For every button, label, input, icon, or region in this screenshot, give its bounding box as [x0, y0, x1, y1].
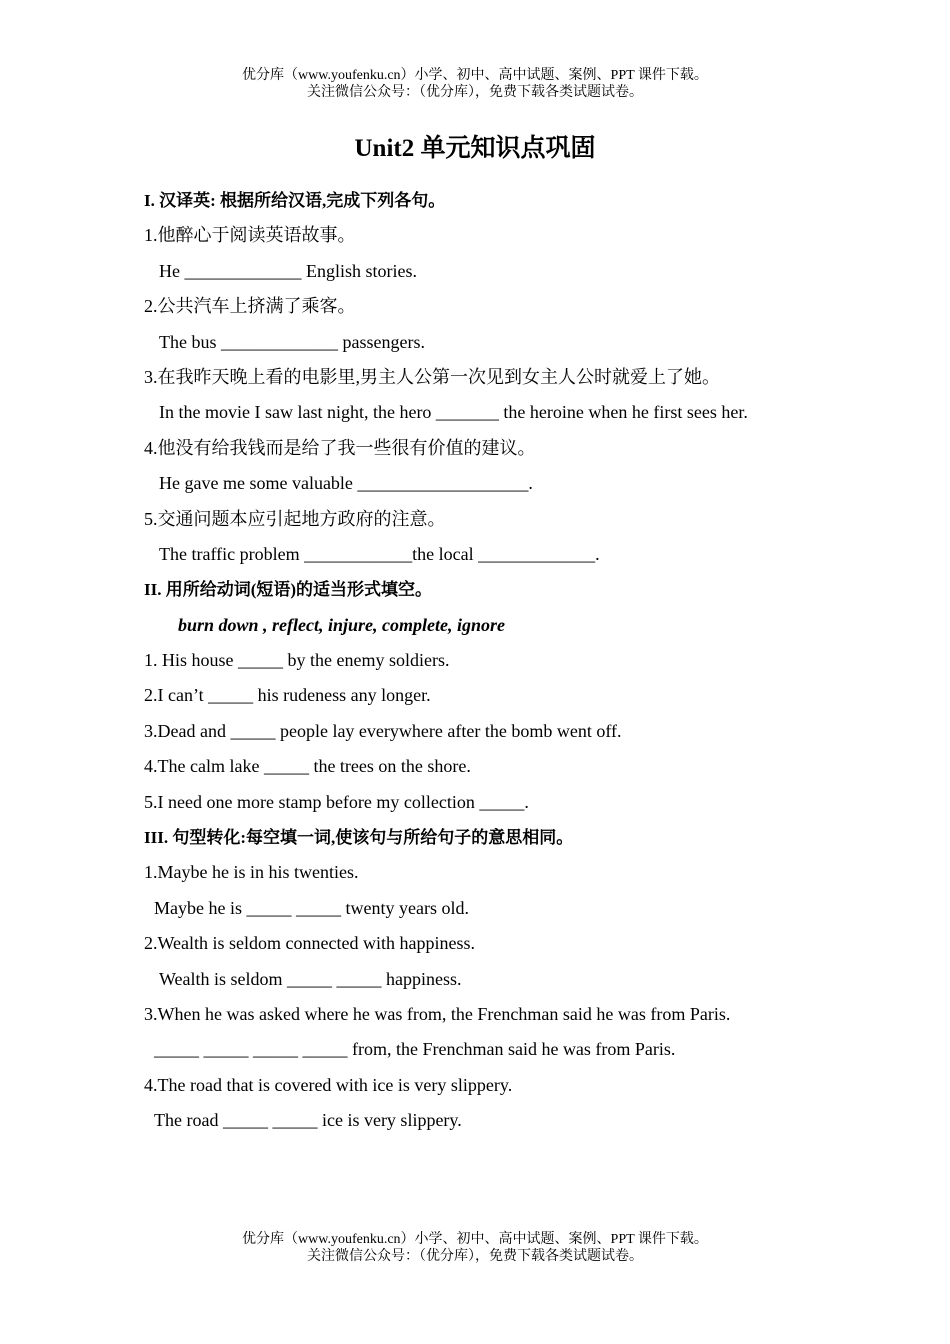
section-1-heading: I. 汉译英: 根据所给汉语,完成下列各句。 [144, 191, 446, 210]
section-2-item-1: 1. His house _____ by the enemy soldiers. [144, 650, 450, 671]
section-1-item-3-chinese: 3.在我昨天晚上看的电影里,男主人公第一次见到女主人公时就爱上了她。 [144, 366, 720, 387]
section-3-heading: III. 句型转化:每空填一词,使该句与所给句子的意思相同。 [144, 828, 574, 848]
section-1-item-1-chinese: 1.他醉心于阅读英语故事。 [144, 225, 356, 246]
header-line-1: 优分库（www.youfenku.cn）小学、初中、高中试题、案例、PPT 课件下载。 [242, 68, 708, 83]
section-3-item-4-answer: The road _____ _____ ice is very slippery. [154, 1110, 462, 1131]
section-1-item-4-english: He gave me some valuable ___________________. [159, 473, 533, 494]
section-2-item-5: 5.I need one more stamp before my collection _____. [144, 791, 529, 812]
section-1-item-5-chinese: 5.交通问题本应引起地方政府的注意。 [144, 508, 446, 529]
section-3-item-1-answer: Maybe he is _____ _____ twenty years old. [154, 897, 469, 918]
section-1-item-2-chinese: 2.公共汽车上挤满了乘客。 [144, 296, 356, 317]
section-1-item-1-english: He _____________ English stories. [159, 260, 417, 281]
section-2-item-3: 3.Dead and _____ people lay everywhere after the bomb went off. [144, 720, 622, 741]
page-title: Unit2 单元知识点巩固 [354, 135, 596, 162]
section-3-item-2-answer: Wealth is seldom _____ _____ happiness. [159, 968, 462, 989]
footer-line-2: 关注微信公众号：（优分库），免费下载各类试题试卷。 [307, 1249, 643, 1264]
section-3-item-4-question: 4.The road that is covered with ice is very slippery. [144, 1074, 513, 1095]
section-2-item-2: 2.I can’t _____ his rudeness any longer. [144, 685, 431, 706]
section-2-heading: II. 用所给动词(短语)的适当形式填空。 [144, 580, 433, 600]
section-1-item-5-english: The traffic problem ____________the local _____________. [159, 543, 600, 564]
section-1-item-3-english: In the movie I saw last night, the hero _______ the heroine when he first sees her. [159, 402, 748, 423]
section-3-item-3-answer: _____ _____ _____ _____ from, the Frenchman said he was from Paris. [154, 1039, 676, 1060]
header-line-2: 关注微信公众号：（优分库），免费下载各类试题试卷。 [307, 85, 643, 100]
section-1-item-4-chinese: 4.他没有给我钱而是给了我一些很有价值的建议。 [144, 437, 536, 458]
section-1-item-2-english: The bus _____________ passengers. [159, 331, 425, 352]
section-3-item-2-question: 2.Wealth is seldom connected with happiness. [144, 933, 475, 954]
section-2-item-4: 4.The calm lake _____ the trees on the shore. [144, 756, 471, 777]
page-footer [0, 1231, 950, 1265]
footer-line-1: 优分库（www.youfenku.cn）小学、初中、高中试题、案例、PPT 课件下载。 [242, 1232, 708, 1247]
word-bank: burn down , reflect, injure, complete, ignore [178, 614, 506, 635]
page-header [0, 67, 950, 101]
worksheet-body [144, 183, 844, 1139]
section-3-item-3-question: 3.When he was asked where he was from, the Frenchman said he was from Paris. [144, 1003, 731, 1024]
section-3-item-1-question: 1.Maybe he is in his twenties. [144, 862, 359, 883]
